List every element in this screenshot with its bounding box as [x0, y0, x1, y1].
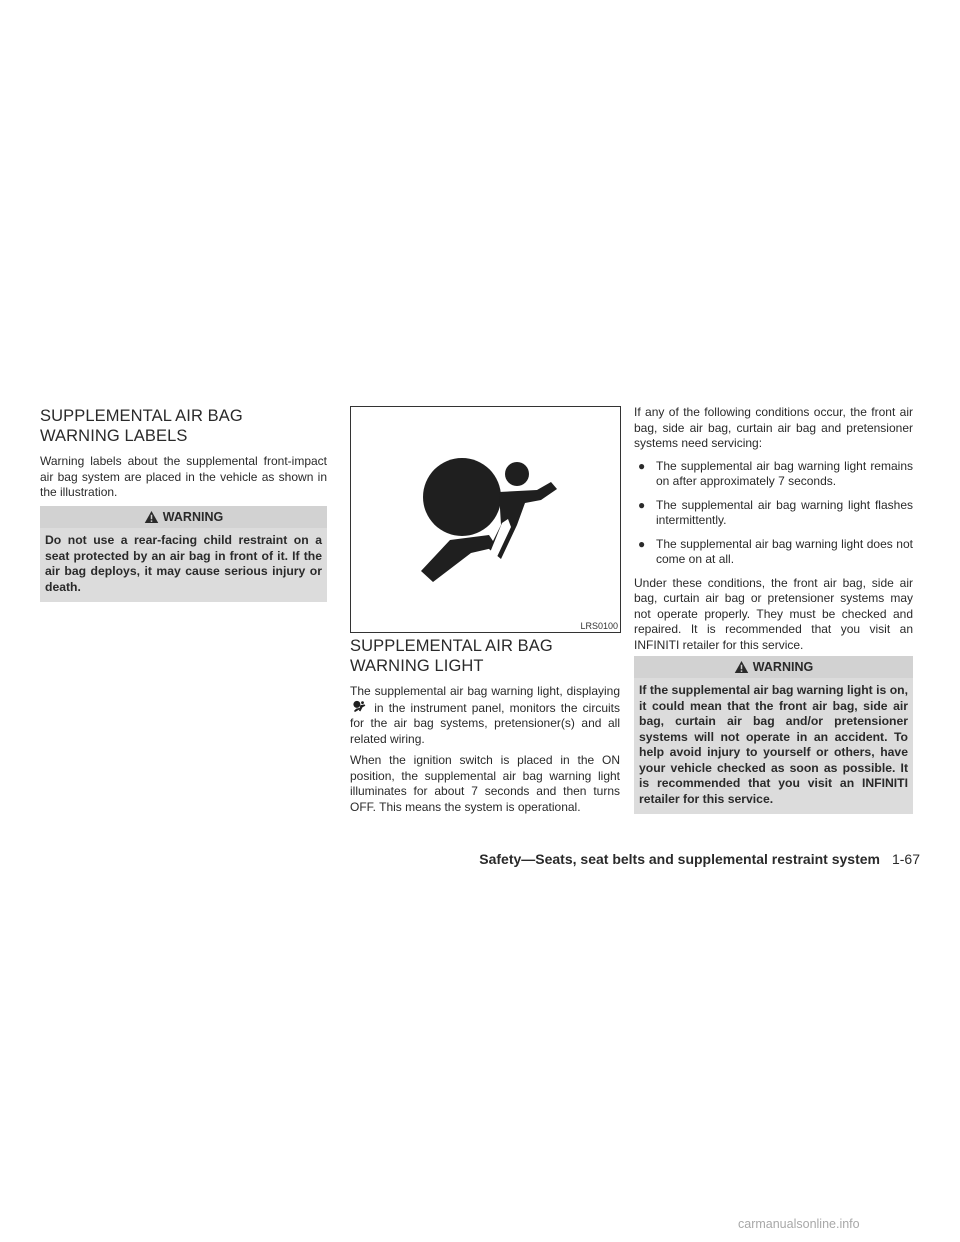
warning-text: If the supplemental air bag warning light is on, it could mean that the front air bag, side air bag, curtain air bag and/or pretensioner systems will not operate in an accident. To help avoid injury to yourself or others, have your vehicle checked as soon as possible. It is recommended that you visit an INFINITI retailer for this service.	[639, 683, 908, 806]
light-paragraph-1	[350, 684, 620, 747]
section-heading-labels	[40, 406, 327, 446]
heading-line-1: SUPPLEMENTAL AIR BAG	[350, 637, 553, 655]
airbag-figure	[350, 406, 621, 633]
page-number: 1-67	[891, 851, 920, 867]
airbag-warning-symbol-icon	[351, 407, 620, 632]
footer-section-title: Safety—Seats, seat belts and supplemental restraint system	[479, 851, 880, 867]
heading-line-1: SUPPLEMENTAL AIR BAG	[40, 407, 243, 425]
bullet-text: The supplemental air bag warning light flashes intermittently.	[656, 497, 913, 527]
para1-after: in the instrument panel, monitors the circuits for the air bag systems, pretensioner(s) and all related wiring.	[350, 700, 620, 746]
page-footer	[479, 851, 920, 867]
list-item	[634, 498, 913, 529]
intro-paragraph: Warning labels about the supplemental front-impact air bag system are placed in the vehicle as shown in the illustration.	[40, 454, 327, 499]
warning-header	[40, 506, 327, 528]
warning-triangle-icon	[144, 510, 159, 524]
warning-triangle-icon	[734, 660, 749, 674]
heading-line-2: WARNING LABELS	[40, 427, 188, 445]
heading-line-2: WARNING LIGHT	[350, 657, 484, 675]
light-paragraph-2: When the ignition switch is placed in the ON position, the supplemental air bag warning light illuminates for about 7 seconds and then turns OFF. This means the system is operational.	[350, 753, 620, 814]
para1-before: The supplemental air bag warning light, displaying	[350, 684, 620, 698]
conditions-list	[634, 459, 913, 568]
section-heading-light	[350, 636, 620, 676]
warning-box	[634, 656, 913, 814]
watermark: carmanualsonline.info	[738, 1217, 860, 1231]
conditions-paragraph: Under these conditions, the front air bag, side air bag, curtain air bag or pretensioner systems may not operate properly. They must be checked and repaired. It is recommended that you visit an INFINITI retailer for this service.	[634, 575, 913, 652]
bullet-dot: ●	[638, 497, 646, 512]
bullet-dot: ●	[638, 536, 646, 551]
warning-header	[634, 656, 913, 678]
conditions-intro: If any of the following conditions occur, the front air bag, side air bag, curtain air bag and pretensioner systems need servicing:	[634, 405, 913, 450]
airbag-warning-light-icon	[352, 700, 366, 713]
figure-code: LRS0100	[580, 621, 618, 631]
bullet-text: The supplemental air bag warning light remains on after approximately 7 seconds.	[656, 458, 913, 488]
warning-box	[40, 506, 327, 602]
list-item	[634, 537, 913, 568]
warning-text: Do not use a rear-facing child restraint on a seat protected by an air bag in front of it. If the air bag deploys, it may cause serious injury or death.	[45, 533, 322, 594]
bullet-dot: ●	[638, 458, 646, 473]
bullet-text: The supplemental air bag warning light does not come on at all.	[656, 536, 913, 566]
warning-label: WARNING	[162, 510, 224, 524]
list-item	[634, 459, 913, 490]
warning-label: WARNING	[752, 660, 814, 674]
